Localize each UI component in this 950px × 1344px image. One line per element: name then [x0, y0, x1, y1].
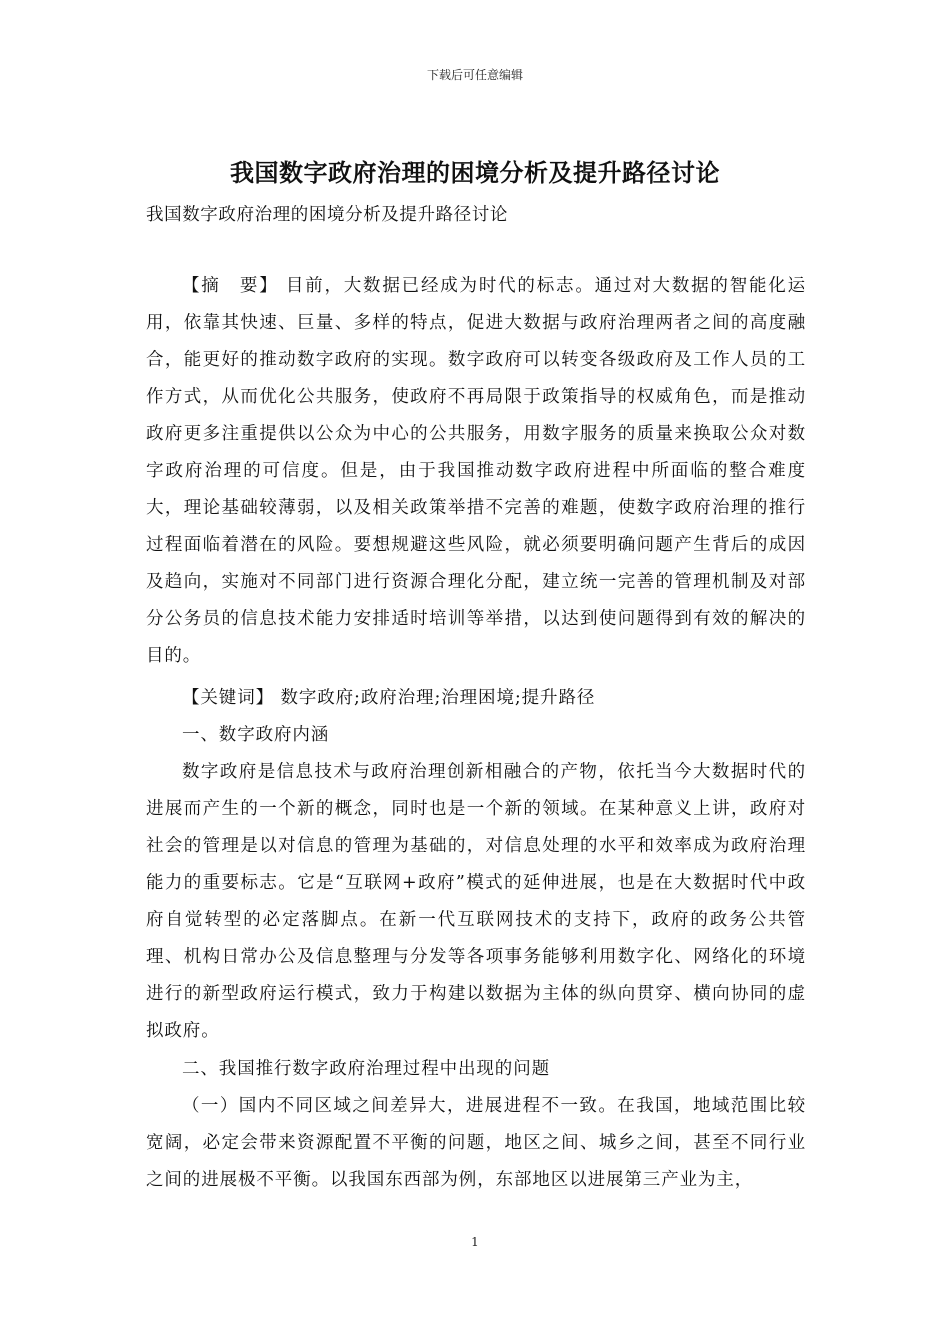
section-two-paragraph: （一）国内不同区域之间差异大，进展进程不一致。在我国，地域范围比较宽阔，必定会带来资源配置不平衡的问题，地区之间、城乡之间，甚至不同行业之间的进展极不平衡。以我国东西部为例，东部地区以进展第三产业为主，: [146, 1096, 806, 1190]
section-two-body: [146, 1088, 806, 1199]
abstract-text: 目前，大数据已经成为时代的标志。通过对大数据的智能化运用，依靠其快速、巨量、多样的特点，促进大数据与政府治理两者之间的高度融合，能更好的推动数字政府的实现。数字政府可以转变各级政府及工作人员的工作方式，从而优化公共服务，使政府不再局限于政策指导的权威角色，而是推动政府更多注重提供以公众为中心的公共服务，用数字服务的质量来换取公众对数字政府治理的可信度。但是，由于我国推动数字政府进程中所面临的整合难度大，理论基础较薄弱，以及相关政策举措不完善的难题，使数字政府治理的推行过程面临着潜在的风险。要想规避这些风险，就必须要明确问题产生背后的成因及趋向，实施对不同部门进行资源合理化分配，建立统一完善的管理机制及对部分公务员的信息技术能力安排适时培训等举措，以达到使问题得到有效的解决的目的。: [146, 276, 807, 666]
abstract-section: [146, 268, 806, 675]
section-one-heading-block: [146, 717, 806, 754]
keywords-section: [146, 680, 806, 717]
document-subtitle: 我国数字政府治理的困境分析及提升路径讨论: [146, 205, 508, 225]
abstract-paragraph: [146, 268, 806, 675]
keywords-paragraph: [146, 680, 806, 717]
abstract-label: 【摘 要】: [182, 276, 279, 296]
header-note: 下载后可任意编辑: [426, 68, 523, 82]
keywords-label: 【关键词】: [182, 688, 274, 708]
keywords-text: 数字政府;政府治理;治理困境;提升路径: [274, 688, 596, 708]
section-one-heading: 一、数字政府内涵: [182, 725, 330, 745]
page-number: 1: [471, 1235, 479, 1249]
section-one-paragraph: 数字政府是信息技术与政府治理创新相融合的产物，依托当今大数据时代的进展而产生的一个新的概念，同时也是一个新的领域。在某种意义上讲，政府对社会的管理是以对信息的管理为基础的，对信息处理的水平和效率成为政府治理能力的重要标志。它是“互联网+政府”模式的延伸进展，也是在大数据时代中政府自觉转型的必定落脚点。在新一代互联网技术的支持下，政府的政务公共管理、机构日常办公及信息整理与分发等各项事务能够利用数字化、网络化的环境进行的新型政府运行模式，致力于构建以数据为主体的纵向贯穿、横向协同的虚拟政府。: [146, 762, 806, 1041]
section-two-heading: 二、我国推行数字政府治理过程中出现的问题: [182, 1059, 550, 1079]
section-one-body: [146, 754, 806, 1050]
document-title: 我国数字政府治理的困境分析及提升路径讨论: [230, 158, 720, 187]
section-two-heading-block: [146, 1051, 806, 1088]
